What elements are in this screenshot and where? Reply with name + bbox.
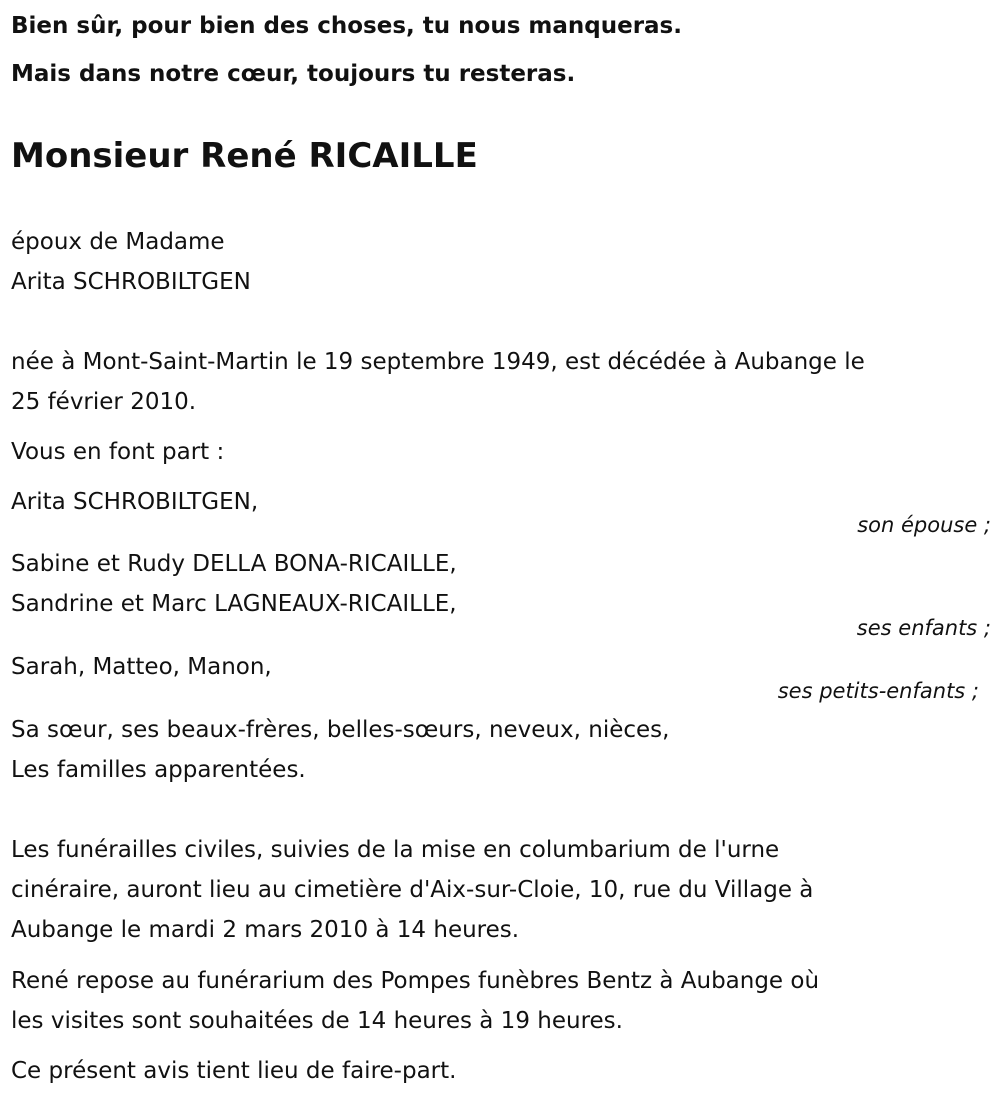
child-line-2: Sandrine et Marc LAGNEAUX-RICAILLE,	[11, 591, 457, 617]
spouse-role: son épouse ;	[857, 513, 991, 537]
relatives-line: Sa sœur, ses beaux-frères, belles-sœurs, neveux, nièces,	[11, 717, 670, 743]
funeral-line-1: Les funérailles civiles, suivies de la mise en columbarium de l'urne	[11, 837, 780, 863]
child-line-1: Sabine et Rudy DELLA BONA-RICAILLE,	[11, 551, 457, 577]
children-role: ses enfants ;	[856, 616, 991, 640]
spouse-line-2: Arita SCHROBILTGEN	[11, 269, 251, 295]
grandchildren-role: ses petits-enfants ;	[777, 679, 979, 703]
spouse-line-1: époux de Madame	[11, 229, 225, 255]
grandchildren-names: Sarah, Matteo, Manon,	[11, 654, 272, 680]
rest-line-1: René repose au funérarium des Pompes funèbres Bentz à Aubange où	[11, 968, 820, 994]
announcement-intro: Vous en font part :	[11, 439, 225, 465]
closing-line: Ce présent avis tient lieu de faire-part.	[11, 1058, 457, 1084]
spouse-name: Arita SCHROBILTGEN,	[11, 489, 259, 515]
birth-death-line-1: née à Mont-Saint-Martin le 19 septembre 1949, est décédée à Aubange le	[11, 349, 865, 375]
deceased-name-title: Monsieur René RICAILLE	[11, 136, 478, 176]
birth-death-line-2: 25 février 2010.	[11, 389, 197, 415]
poem-line-2: Mais dans notre cœur, toujours tu resteras.	[11, 61, 576, 87]
poem-line-1: Bien sûr, pour bien des choses, tu nous manqueras.	[11, 13, 682, 39]
funeral-line-3: Aubange le mardi 2 mars 2010 à 14 heures.	[11, 917, 520, 943]
funeral-line-2: cinéraire, auront lieu au cimetière d'Aix-sur-Cloie, 10, rue du Village à	[11, 877, 814, 903]
families-line: Les familles apparentées.	[11, 757, 306, 783]
rest-line-2: les visites sont souhaitées de 14 heures à 19 heures.	[11, 1008, 623, 1034]
